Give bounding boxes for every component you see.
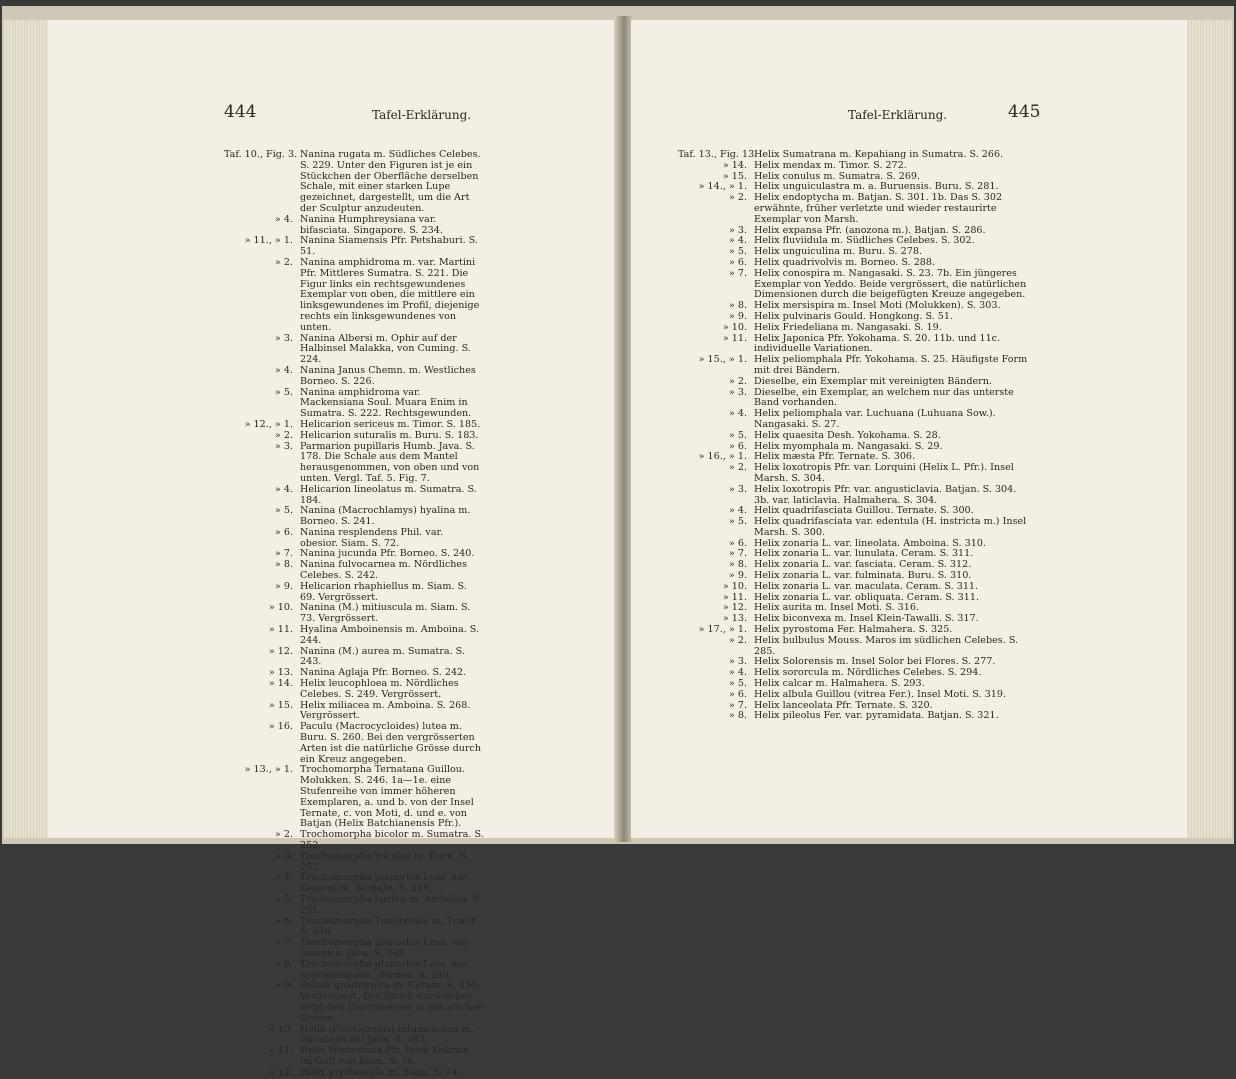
page-number: 444 bbox=[224, 102, 257, 122]
plate-entry bbox=[224, 981, 484, 1024]
plate-entry bbox=[224, 830, 484, 852]
figure-description: Helix zonaria L. var. obliquata. Ceram. S. 311. bbox=[754, 591, 980, 603]
figure-description: Nanina resplendens Phil. var. obesior. Siam. S. 72. bbox=[300, 526, 444, 549]
figure-description: Trochomorpha Timorensis m. Timor. S. 248. bbox=[300, 915, 478, 938]
figure-description: Helicarion lineolatus m. Sumatra. S. 184. bbox=[300, 483, 477, 506]
figure-label: » 3. bbox=[274, 440, 293, 452]
figure-description: Helix Solorensis m. Insel Solor bei Flores. S. 277. bbox=[754, 656, 996, 668]
plate-entry bbox=[224, 560, 484, 582]
plate-entry bbox=[224, 647, 484, 669]
figure-label: » 4. bbox=[728, 505, 747, 517]
plate-entry bbox=[224, 1068, 484, 1079]
figure-label: » 3. bbox=[274, 850, 293, 862]
figure-description: Nanina (Macrochlamys) hyalina m. Borneo. S. 241. bbox=[300, 505, 471, 528]
figure-description: Dieselbe, ein Exemplar mit vereinigten Bändern. bbox=[754, 375, 992, 387]
figure-label: » 2. bbox=[274, 829, 293, 841]
figure-label: » 8. bbox=[274, 958, 293, 970]
left-page bbox=[48, 20, 623, 1078]
figure-label: » 10. bbox=[268, 1023, 293, 1035]
figure-description: Helix quaesita Desh. Yokohama. S. 28. bbox=[754, 429, 941, 441]
figure-label: » 8. bbox=[728, 559, 747, 571]
figure-description: Helix ptychostyla m. Siam. S. 74. bbox=[300, 1066, 461, 1078]
plate-entry bbox=[224, 258, 484, 334]
plate-entry bbox=[224, 701, 484, 723]
plate-entry bbox=[224, 722, 484, 765]
figure-label: » 12. bbox=[722, 602, 747, 614]
figure-description: Helix leucophloea m. Nördliches Celebes. S. 249. Vergrössert. bbox=[300, 678, 459, 700]
figure-label: » 3. bbox=[728, 224, 747, 236]
plate-entry bbox=[224, 625, 484, 647]
book-spread bbox=[2, 6, 1234, 1078]
figure-label: » 10. bbox=[722, 580, 747, 592]
figure-label: » 11., » 1. bbox=[244, 235, 293, 247]
figure-label: » 7. bbox=[274, 548, 293, 560]
figure-description: Helix unguiculina m. Buru. S. 278. bbox=[754, 246, 923, 258]
running-head: Tafel-Erklärung. bbox=[848, 108, 948, 122]
figure-description: Helix endoptycha m. Batjan. S. 301. 1b. Das S. 302 erwähnte, früher verletzte und wieder restaurirte Exemplar von Marsh. bbox=[754, 192, 1003, 225]
figure-description: Nanina rugata m. Südliches Celebes. S. 229. Unter den Figuren ist je ein Stückchen der Oberfläche derselben Schale, mit einer starken Lupe gezeichnet, dargestellt, um die Art der Sculptur anzudeuten. bbox=[300, 149, 481, 214]
figure-label: » 5. bbox=[728, 429, 747, 441]
plate-entry bbox=[678, 269, 1028, 301]
figure-description: Helix loxotropis Pfr. var. angusticlavia. Batjan. S. 304. 3b. var. laticlavia. Halmahera. S. 304. bbox=[754, 483, 1017, 506]
figure-label: » 13. bbox=[722, 613, 747, 625]
figure-label: » 9. bbox=[728, 310, 747, 322]
figure-label: » 10. bbox=[268, 602, 293, 614]
plate-entry bbox=[224, 150, 484, 215]
figure-description: Helix pileolus Fer. var. pyramidata. Batjan. S. 321. bbox=[754, 710, 999, 722]
figure-label: » 9. bbox=[274, 580, 293, 592]
figure-label: » 15., » 1. bbox=[698, 354, 747, 366]
figure-label: Taf. 10., Fig. 3. bbox=[224, 149, 298, 160]
figure-description: Nanina Janus Chemn. m. Westliches Borneo. S. 226. bbox=[300, 364, 476, 387]
plate-entry bbox=[678, 161, 1028, 172]
figure-label: » 6. bbox=[728, 256, 747, 268]
figure-label: » 6. bbox=[274, 526, 293, 538]
figure-description: Helix bulbulus Mouss. Maros im südlichen Celebes. S. 285. bbox=[754, 634, 1019, 657]
figure-description: Nanina fulvocarnea m. Nördliches Celebes. S. 242. bbox=[300, 559, 467, 582]
figure-description: Helix fluviidula m. Südliches Celebes. S. 302. bbox=[754, 235, 975, 247]
figure-description: Paculu (Macrocycloides) lutea m. Buru. S. 260. Bei den vergrösserten Arten ist die natürliche Grösse durch ein Kreuz angegeben. bbox=[300, 721, 482, 765]
figure-label: » 9. bbox=[728, 570, 747, 582]
plate-entry bbox=[224, 895, 484, 917]
figure-description: Helix sororcula m. Nördliches Celebes. S. 294. bbox=[754, 667, 982, 679]
figure-label: » 2. bbox=[728, 634, 747, 646]
plate-entry bbox=[224, 603, 484, 625]
figure-label: » 5. bbox=[728, 246, 747, 258]
figure-label: » 10. bbox=[722, 321, 747, 333]
plate-entry bbox=[678, 409, 1028, 431]
plate-entry bbox=[224, 960, 484, 982]
figure-label: » 5. bbox=[274, 505, 293, 517]
figure-description: Helix zonaria L. var. lineolata. Amboina. S. 310. bbox=[754, 537, 986, 549]
plate-entry bbox=[678, 711, 1028, 722]
figure-description: Nanina amphidroma m. var. Martini Pfr. Mittleres Sumatra. S. 221. Die Figur links ein rechtsgewundenes Exemplar von oben, die mittlere ein linksgewundenes im Profil, diejenige rechts ein linksgewundenes von unten. bbox=[300, 256, 480, 333]
figure-description: Trochomorpha tricolor m. Buru. S. 252. bbox=[300, 850, 469, 873]
figure-label: » 3. bbox=[274, 332, 293, 344]
figure-label: » 14. bbox=[722, 159, 747, 171]
plate-entry bbox=[224, 852, 484, 874]
figure-description: Trochomorpha lardea m. Amboina. S. 251. bbox=[300, 893, 483, 916]
plate-entries bbox=[678, 150, 1028, 722]
figure-label: » 11. bbox=[722, 332, 747, 344]
figure-label: » 5. bbox=[728, 516, 747, 528]
figure-description: Helix quadrifasciata Guillou. Ternate. S. 300. bbox=[754, 505, 974, 517]
page-edges-right bbox=[1186, 20, 1232, 838]
figure-description: Nanina Siamensis Pfr. Petshaburi. S. 51. bbox=[300, 235, 478, 258]
figure-description: Nanina Albersi m. Ophir auf der Halbinsel Malakka, von Cuming. S. 224. bbox=[300, 332, 471, 366]
figure-description: Helix peliomphala Pfr. Yokohama. S. 25. Häufigste Form mit drei Bändern. bbox=[754, 354, 1028, 376]
figure-label: » 16. bbox=[268, 721, 293, 733]
figure-description: Helix calcar m. Halmahera. S. 293. bbox=[754, 678, 925, 690]
figure-label: » 6. bbox=[728, 688, 747, 700]
plate-entry bbox=[678, 193, 1028, 225]
figure-description: Helix (Plectotropis) intumescens m. Surabaya auf Java. S. 263. bbox=[300, 1023, 475, 1046]
plate-entry bbox=[224, 442, 484, 485]
plate-entry bbox=[224, 873, 484, 895]
plate-entry bbox=[224, 528, 484, 550]
plate-entry bbox=[224, 938, 484, 960]
figure-label: » 4. bbox=[728, 235, 747, 247]
plate-entry bbox=[224, 1025, 484, 1047]
figure-label: » 6. bbox=[274, 915, 293, 927]
figure-description: Helix zonaria L. var. lunulata. Ceram. S. 311. bbox=[754, 548, 974, 560]
plate-entry bbox=[224, 679, 484, 701]
plate-entry bbox=[224, 388, 484, 420]
figure-description: Helix quadrifasciata var. edentula (H. instricta m.) Insel Marsh. S. 300. bbox=[754, 516, 1027, 538]
figure-description: Helix mæsta Pfr. Ternate. S. 306. bbox=[754, 451, 916, 463]
figure-label: » 2. bbox=[728, 462, 747, 474]
figure-description: Nanina amphidroma var. Mackensiana Soul. Muara Enim in Sumatra. S. 222. Rechtsgewunden. bbox=[300, 386, 472, 420]
plate-entry bbox=[224, 506, 484, 528]
figure-label: » 14., » 1. bbox=[698, 181, 747, 193]
figure-description: Helix zonaria L. var. fulminata. Buru. S. 310. bbox=[754, 570, 972, 582]
figure-description: Helix lanceolata Pfr. Ternate. S. 320. bbox=[754, 699, 933, 711]
figure-label: » 7. bbox=[728, 699, 747, 711]
plate-entry bbox=[224, 485, 484, 507]
figure-description: Patula quadrispira m. Ceram. S. 259. Vergrössert. Der Strich dazwischen zeigt den Durchmesser in natürlicher Grösse. bbox=[300, 980, 483, 1024]
plate-entry bbox=[224, 334, 484, 366]
figure-description: Trochomorpha bicolor m. Sumatra. S. 252. bbox=[300, 829, 484, 851]
figure-label: » 14. bbox=[268, 678, 293, 690]
figure-label: » 4. bbox=[274, 483, 293, 495]
plate-entry bbox=[224, 765, 484, 830]
plate-entry bbox=[224, 366, 484, 388]
figure-label: » 4. bbox=[728, 667, 747, 679]
figure-description: Trochomorpha planorbis Less. var. Javanica. Java. S. 249. bbox=[300, 937, 470, 959]
figure-description: Helix conospira m. Nangasaki. S. 23. 7b. Ein jüngeres Exemplar von Yeddo. Beide vergrössert, die natürlichen Dimensionen durch die beigefügten Kreuze angegeben. bbox=[754, 267, 1027, 301]
plate-entry bbox=[678, 463, 1028, 485]
figure-description: Helix Sumatrana m. Kepahiang in Sumatra. S. 266. bbox=[754, 149, 1004, 160]
figure-description: Helicarion sericeus m. Timor. S. 185. bbox=[300, 418, 481, 430]
figure-label: » 8. bbox=[728, 300, 747, 312]
plate-entry bbox=[678, 636, 1028, 658]
figure-label: » 5. bbox=[274, 893, 293, 905]
figure-description: Trochomorpha planorbis Less. var. appropinquata. Borneo. S. 249. bbox=[300, 958, 470, 981]
figure-description: Helix zonaria L. var. fasciata. Ceram. S. 312. bbox=[754, 559, 972, 571]
figure-label: » 2. bbox=[728, 192, 747, 204]
figure-label: » 15. bbox=[268, 699, 293, 711]
figure-label: » 2. bbox=[274, 256, 293, 268]
figure-description: Helix mendax m. Timor. S. 272. bbox=[754, 159, 907, 171]
figure-description: Helix albula Guillou (vitrea Fer.). Insel Moti. S. 319. bbox=[754, 688, 1006, 700]
figure-description: Nanina Aglaja Pfr. Borneo. S. 242. bbox=[300, 667, 467, 679]
page-edges-left bbox=[4, 20, 48, 838]
figure-label: » 9. bbox=[274, 980, 293, 992]
figure-description: Helix Japonica Pfr. Yokohama. S. 20. 11b. und 11c. individuelle Variationen. bbox=[754, 332, 1001, 355]
plate-entry bbox=[678, 517, 1028, 539]
figure-description: Helicarion suturalis m. Buru. S. 183. bbox=[300, 429, 479, 441]
figure-label: » 17., » 1. bbox=[698, 624, 747, 636]
figure-label: » 7. bbox=[274, 937, 293, 949]
figure-label: » 13., » 1. bbox=[244, 764, 293, 776]
page-number: 445 bbox=[1008, 102, 1041, 122]
plate-entry bbox=[678, 388, 1028, 410]
figure-label: » 7. bbox=[728, 267, 747, 279]
figure-description: Helix quadrivolvis m. Borneo. S. 288. bbox=[754, 256, 936, 268]
figure-label: » 4. bbox=[274, 872, 293, 884]
plate-entry bbox=[224, 917, 484, 939]
figure-label: » 7. bbox=[728, 548, 747, 560]
plate-entry bbox=[224, 215, 484, 237]
figure-description: Helix peliomphala var. Luchuana (Luhuana Sow.). Nangasaki. S. 27. bbox=[754, 408, 996, 430]
figure-label: » 5. bbox=[728, 678, 747, 690]
plate-entry bbox=[224, 582, 484, 604]
figure-description: Helix Winteriana Pfr. Insel Kokram im Golf von Siam. S. 76. bbox=[300, 1045, 470, 1067]
figure-label: » 15. bbox=[722, 170, 747, 182]
figure-description: Helix unguiculastra m. a. Buruensis. Buru. S. 281. bbox=[754, 181, 999, 193]
figure-label: » 5. bbox=[274, 386, 293, 398]
figure-description: Helix biconvexa m. Insel Klein-Tawalli. S. 317. bbox=[754, 613, 979, 625]
figure-label: » 16., » 1. bbox=[698, 451, 747, 463]
figure-label: » 12. bbox=[268, 645, 293, 657]
figure-description: Helix zonaria L. var. maculata. Ceram. S. 311. bbox=[754, 580, 979, 592]
figure-description: Hyalina Amboinensis m. Amboina. S. 244. bbox=[300, 624, 480, 646]
figure-label: » 8. bbox=[274, 559, 293, 571]
figure-label: » 6. bbox=[728, 537, 747, 549]
figure-description: Helix mersispira m. Insel Moti (Molukken). S. 303. bbox=[754, 300, 1001, 312]
figure-label: » 12., » 1. bbox=[244, 418, 293, 430]
figure-description: Helix myomphala m. Nangasaki. S. 29. bbox=[754, 440, 943, 452]
figure-description: Nanina (M.) mitiuscula m. Siam. S. 73. Vergrössert. bbox=[300, 602, 471, 625]
plate-entry bbox=[678, 355, 1028, 377]
figure-label: » 13. bbox=[268, 667, 293, 679]
figure-description: Helix conulus m. Sumatra. S. 269. bbox=[754, 170, 921, 182]
figure-label: » 11. bbox=[268, 624, 293, 636]
plate-entry bbox=[224, 1046, 484, 1068]
plate-entry bbox=[678, 377, 1028, 388]
figure-label: » 3. bbox=[728, 483, 747, 495]
figure-label: » 2. bbox=[274, 429, 293, 441]
figure-description: Helix pulvinaris Gould. Hongkong. S. 51. bbox=[754, 310, 954, 322]
figure-description: Helix miliacea m. Amboina. S. 268. Vergrössert. bbox=[300, 699, 471, 722]
figure-label: » 11. bbox=[268, 1045, 293, 1057]
figure-label: » 4. bbox=[728, 408, 747, 420]
plate-entry bbox=[678, 431, 1028, 442]
figure-description: Trochomorpha planorbis Less. var. Lessoni m. Ternate. S. 249. bbox=[300, 872, 470, 895]
figure-description: Helicarion rhaphiellus m. Siam. S. 69. Vergrössert. bbox=[300, 580, 467, 603]
plate-entry bbox=[224, 431, 484, 442]
plate-entry bbox=[678, 323, 1028, 334]
figure-description: Helix Friedeliana m. Nangasaki. S. 19. bbox=[754, 321, 942, 333]
plate-entry bbox=[224, 236, 484, 258]
figure-label: » 8. bbox=[728, 710, 747, 722]
figure-description: Helix loxotropis Pfr. var. Lorquini (Helix L. Pfr.). Insel Marsh. S. 304. bbox=[754, 462, 1014, 484]
figure-description: Trochomorpha Ternatana Guillou. Molukken. S. 246. 1a—1e. eine Stufenreihe von immer höheren Exemplaren, a. und b. von der Insel Ternate, c. von Moti, d. und e. von Batjan (Helix Batchianensis Pfr.). bbox=[300, 764, 474, 830]
figure-description: Dieselbe, ein Exemplar, an welchem nur das unterste Band vorhanden. bbox=[754, 386, 1014, 409]
figure-description: Nanina (M.) aurea m. Sumatra. S. 243. bbox=[300, 645, 465, 668]
figure-label: » 6. bbox=[728, 440, 747, 452]
figure-label: » 4. bbox=[274, 213, 293, 225]
figure-label: » 3. bbox=[728, 386, 747, 398]
figure-label: » 11. bbox=[722, 591, 747, 603]
plate-entry bbox=[678, 485, 1028, 507]
plate-entries bbox=[224, 150, 484, 1079]
figure-label: Taf. 13., Fig. 13. bbox=[678, 149, 758, 160]
figure-label: » 4. bbox=[274, 364, 293, 376]
right-page bbox=[630, 20, 1187, 838]
figure-label: » 2. bbox=[728, 375, 747, 387]
figure-description: Nanina jucunda Pfr. Borneo. S. 240. bbox=[300, 548, 475, 560]
figure-label: » 12. bbox=[268, 1066, 293, 1078]
plate-entry bbox=[678, 334, 1028, 356]
figure-description: Parmarion pupillaris Humb. Java. S. 178. Die Schale aus dem Mantel herausgenommen, von oben und von unten. Vergl. Taf. 5. Fig. 7. bbox=[300, 440, 480, 484]
figure-description: Helix aurita m. Insel Moti. S. 316. bbox=[754, 602, 920, 614]
figure-label: » 3. bbox=[728, 656, 747, 668]
figure-description: Helix pyrostoma Fer. Halmahera. S. 325. bbox=[754, 624, 953, 636]
running-head: Tafel-Erklärung. bbox=[372, 108, 472, 122]
figure-description: Nanina Humphreysiana var. bifasciata. Singapore. S. 234. bbox=[300, 213, 443, 236]
figure-description: Helix expansa Pfr. (anozona m.). Batjan. S. 286. bbox=[754, 224, 986, 236]
